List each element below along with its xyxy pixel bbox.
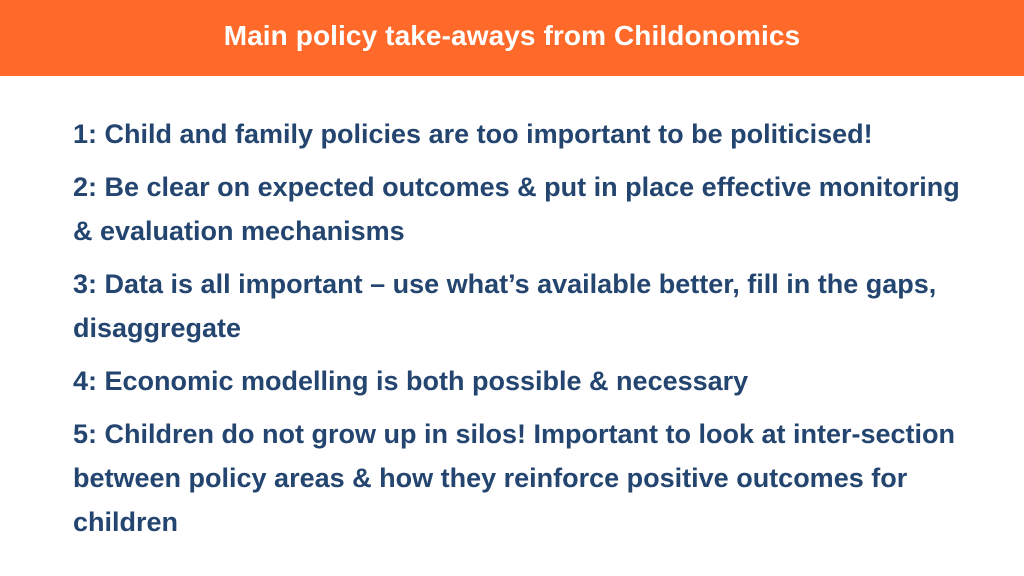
takeaway-2: 2: Be clear on expected outcomes & put in place effective monitoring & evaluation mechanisms: [73, 172, 960, 246]
takeaways-list: [73, 112, 978, 553]
slide-title: Main policy take-aways from Childonomics: [223, 20, 801, 51]
takeaway-3: 3: Data is all important – use what’s available better, fill in the gaps, disaggregate: [73, 269, 937, 343]
takeaway-5: 5: Children do not grow up in silos! Important to look at inter-section between policy areas & how they reinforce positive outcomes for children: [73, 419, 955, 537]
takeaway-1: 1: Child and family policies are too important to be politicised!: [73, 119, 873, 149]
title-bar: [0, 0, 1024, 76]
takeaway-4: 4: Economic modelling is both possible & necessary: [73, 366, 749, 396]
